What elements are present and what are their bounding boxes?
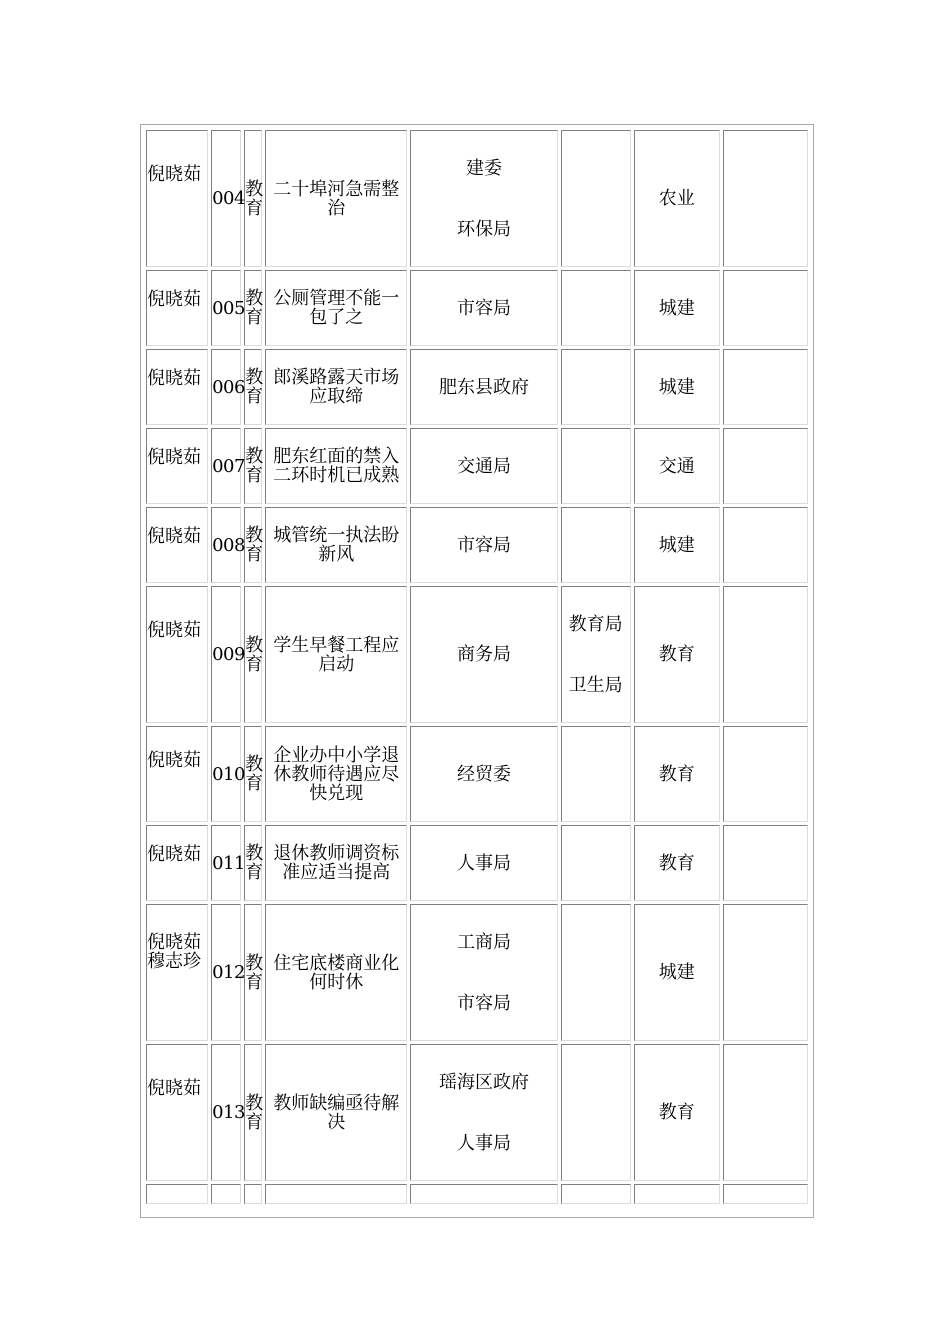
title-cell xyxy=(265,349,407,425)
empty-cell xyxy=(723,349,808,425)
field-cell xyxy=(634,270,720,346)
department-name: 市容局 xyxy=(456,992,511,1014)
proposal-number: 006 xyxy=(212,376,245,398)
empty-cell xyxy=(723,270,808,346)
proposal-number-cell xyxy=(211,904,245,1041)
proposal-number-cell xyxy=(211,726,245,822)
proposal-title: 住宅底楼商业化何时休 xyxy=(273,952,400,993)
department-name: 商务局 xyxy=(456,644,511,665)
lead-department-cell xyxy=(410,130,557,267)
proposer-name: 倪晓茹 xyxy=(147,619,201,641)
lead-department-cell xyxy=(410,270,557,346)
department-name: 人事局 xyxy=(456,852,511,874)
department-name: 人事局 xyxy=(456,1132,511,1154)
proposal-number-cell xyxy=(211,428,245,504)
proposer-name: 穆志珍 xyxy=(147,951,201,972)
proposal-number: 013 xyxy=(212,1102,245,1123)
co-department-name: 卫生局 xyxy=(568,674,623,696)
proposal-number-cell xyxy=(211,507,245,583)
field-label: 教育 xyxy=(658,1102,695,1123)
proposal-title: 郎溪路露天市场应取缔 xyxy=(273,367,400,407)
co-department-cell xyxy=(561,726,631,822)
empty-cell xyxy=(723,130,808,267)
proposer-name: 倪晓茹 xyxy=(147,843,201,865)
category-cell xyxy=(244,904,262,1041)
proposer-cell xyxy=(146,130,208,267)
proposal-title: 公厕管理不能一包了之 xyxy=(273,288,400,328)
empty-cell xyxy=(146,1184,208,1204)
table-row xyxy=(146,428,808,504)
table-row xyxy=(146,1044,808,1181)
proposal-number-cell xyxy=(211,1044,245,1181)
proposer-name: 倪晓茹 xyxy=(147,163,201,185)
co-department-cell xyxy=(561,130,631,267)
proposal-title: 教师缺编亟待解决 xyxy=(273,1092,400,1133)
field-cell xyxy=(634,130,720,267)
co-department-cell xyxy=(561,349,631,425)
category-cell xyxy=(244,1044,262,1181)
proposal-number-cell xyxy=(211,130,245,267)
proposal-number: 012 xyxy=(212,962,245,983)
title-cell xyxy=(265,726,407,822)
field-cell xyxy=(634,825,720,901)
empty-cell xyxy=(723,904,808,1041)
table-body xyxy=(146,130,808,1204)
proposer-cell xyxy=(146,270,208,346)
field-label: 教育 xyxy=(658,644,695,665)
category-label: 教育 xyxy=(245,367,264,407)
category-cell xyxy=(244,726,262,822)
category-label: 教育 xyxy=(245,446,264,486)
lead-department-cell xyxy=(410,586,557,723)
co-department-cell xyxy=(561,904,631,1041)
proposer-name: 倪晓茹 xyxy=(147,749,201,771)
field-cell xyxy=(634,428,720,504)
co-department-name: 教育局 xyxy=(568,613,623,635)
empty-cell xyxy=(723,1044,808,1181)
title-cell xyxy=(265,1044,407,1181)
field-cell xyxy=(634,1044,720,1181)
department-name: 工商局 xyxy=(456,931,511,953)
co-department-cell xyxy=(561,586,631,723)
empty-cell xyxy=(723,507,808,583)
proposal-number: 007 xyxy=(212,455,245,477)
proposal-number-cell xyxy=(211,825,245,901)
co-department-cell xyxy=(561,1044,631,1181)
proposal-title: 学生早餐工程应启动 xyxy=(273,634,400,675)
proposer-name: 倪晓茹 xyxy=(147,932,201,953)
department-name: 经贸委 xyxy=(456,763,511,785)
proposer-cell xyxy=(146,586,208,723)
department-name: 环保局 xyxy=(456,218,511,240)
category-label: 教育 xyxy=(245,1092,264,1133)
field-label: 城建 xyxy=(658,376,695,398)
proposer-name: 倪晓茹 xyxy=(147,446,201,468)
empty-cell xyxy=(244,1184,262,1204)
empty-cell xyxy=(723,825,808,901)
empty-cell xyxy=(634,1184,720,1204)
lead-department-cell xyxy=(410,726,557,822)
title-cell xyxy=(265,507,407,583)
empty-cell xyxy=(561,1184,631,1204)
proposal-title: 肥东红面的禁入二环时机已成熟 xyxy=(273,446,400,486)
proposer-cell xyxy=(146,349,208,425)
category-cell xyxy=(244,349,262,425)
field-label: 城建 xyxy=(658,534,695,556)
proposal-number: 010 xyxy=(212,763,245,785)
category-label: 教育 xyxy=(245,754,264,794)
empty-cell xyxy=(211,1184,241,1204)
table-row xyxy=(146,270,808,346)
proposal-number: 005 xyxy=(212,297,245,319)
lead-department-cell xyxy=(410,1044,557,1181)
category-label: 教育 xyxy=(245,843,264,883)
proposal-number-cell xyxy=(211,586,245,723)
proposal-title: 二十埠河急需整治 xyxy=(273,178,400,219)
proposer-cell xyxy=(146,507,208,583)
category-label: 教育 xyxy=(245,288,264,328)
lead-department-cell xyxy=(410,349,557,425)
field-cell xyxy=(634,349,720,425)
field-label: 城建 xyxy=(658,962,695,983)
field-cell xyxy=(634,507,720,583)
field-cell xyxy=(634,726,720,822)
category-cell xyxy=(244,130,262,267)
field-cell xyxy=(634,904,720,1041)
proposal-title: 城管统一执法盼新风 xyxy=(273,525,400,565)
lead-department-cell xyxy=(410,428,557,504)
category-label: 教育 xyxy=(245,525,264,565)
lead-department-cell xyxy=(410,904,557,1041)
proposal-number-cell xyxy=(211,349,245,425)
proposal-number: 004 xyxy=(212,188,245,209)
table-row xyxy=(146,904,808,1041)
field-label: 教育 xyxy=(658,763,695,785)
empty-cell xyxy=(723,586,808,723)
table-row xyxy=(146,349,808,425)
proposer-name: 倪晓茹 xyxy=(147,288,201,310)
category-cell xyxy=(244,825,262,901)
department-name: 肥东县政府 xyxy=(438,376,529,398)
field-label: 交通 xyxy=(658,455,695,477)
empty-cell xyxy=(410,1184,557,1204)
co-department-cell xyxy=(561,428,631,504)
proposal-number: 011 xyxy=(212,852,245,874)
co-department-cell xyxy=(561,825,631,901)
department-name: 市容局 xyxy=(456,297,511,319)
proposer-cell xyxy=(146,726,208,822)
department-name: 建委 xyxy=(465,157,502,179)
proposer-cell xyxy=(146,1044,208,1181)
title-cell xyxy=(265,904,407,1041)
lead-department-cell xyxy=(410,825,557,901)
title-cell xyxy=(265,130,407,267)
table-row xyxy=(146,726,808,822)
proposal-title: 企业办中小学退休教师待遇应尽快兑现 xyxy=(273,744,400,804)
proposal-title: 退休教师调资标准应适当提高 xyxy=(273,843,400,883)
table-row xyxy=(146,825,808,901)
category-label: 教育 xyxy=(245,634,264,675)
category-label: 教育 xyxy=(245,952,264,993)
table-row xyxy=(146,507,808,583)
department-name: 市容局 xyxy=(456,534,511,556)
department-name: 交通局 xyxy=(456,455,511,477)
title-cell xyxy=(265,586,407,723)
proposer-cell xyxy=(146,904,208,1041)
proposal-number-cell xyxy=(211,270,245,346)
title-cell xyxy=(265,428,407,504)
title-cell xyxy=(265,825,407,901)
empty-cell xyxy=(723,428,808,504)
lead-department-cell xyxy=(410,507,557,583)
category-cell xyxy=(244,428,262,504)
table-row-empty xyxy=(146,1184,808,1204)
empty-cell xyxy=(723,1184,808,1204)
empty-cell xyxy=(723,726,808,822)
co-department-cell xyxy=(561,507,631,583)
category-cell xyxy=(244,586,262,723)
field-label: 教育 xyxy=(658,852,695,874)
proposer-cell xyxy=(146,825,208,901)
proposal-number: 009 xyxy=(212,644,245,665)
co-department-cell xyxy=(561,270,631,346)
category-label: 教育 xyxy=(245,178,264,219)
department-name: 瑶海区政府 xyxy=(438,1071,529,1093)
empty-cell xyxy=(265,1184,407,1204)
field-label: 农业 xyxy=(658,188,695,209)
category-cell xyxy=(244,507,262,583)
proposer-name: 倪晓茹 xyxy=(147,525,201,547)
table-row xyxy=(146,586,808,723)
field-label: 城建 xyxy=(658,297,695,319)
proposal-number: 008 xyxy=(212,534,245,556)
title-cell xyxy=(265,270,407,346)
proposer-name: 倪晓茹 xyxy=(147,367,201,389)
proposer-name: 倪晓茹 xyxy=(147,1077,201,1099)
proposer-cell xyxy=(146,428,208,504)
category-cell xyxy=(244,270,262,346)
table-row xyxy=(146,130,808,267)
proposal-table xyxy=(143,127,811,1207)
field-cell xyxy=(634,586,720,723)
